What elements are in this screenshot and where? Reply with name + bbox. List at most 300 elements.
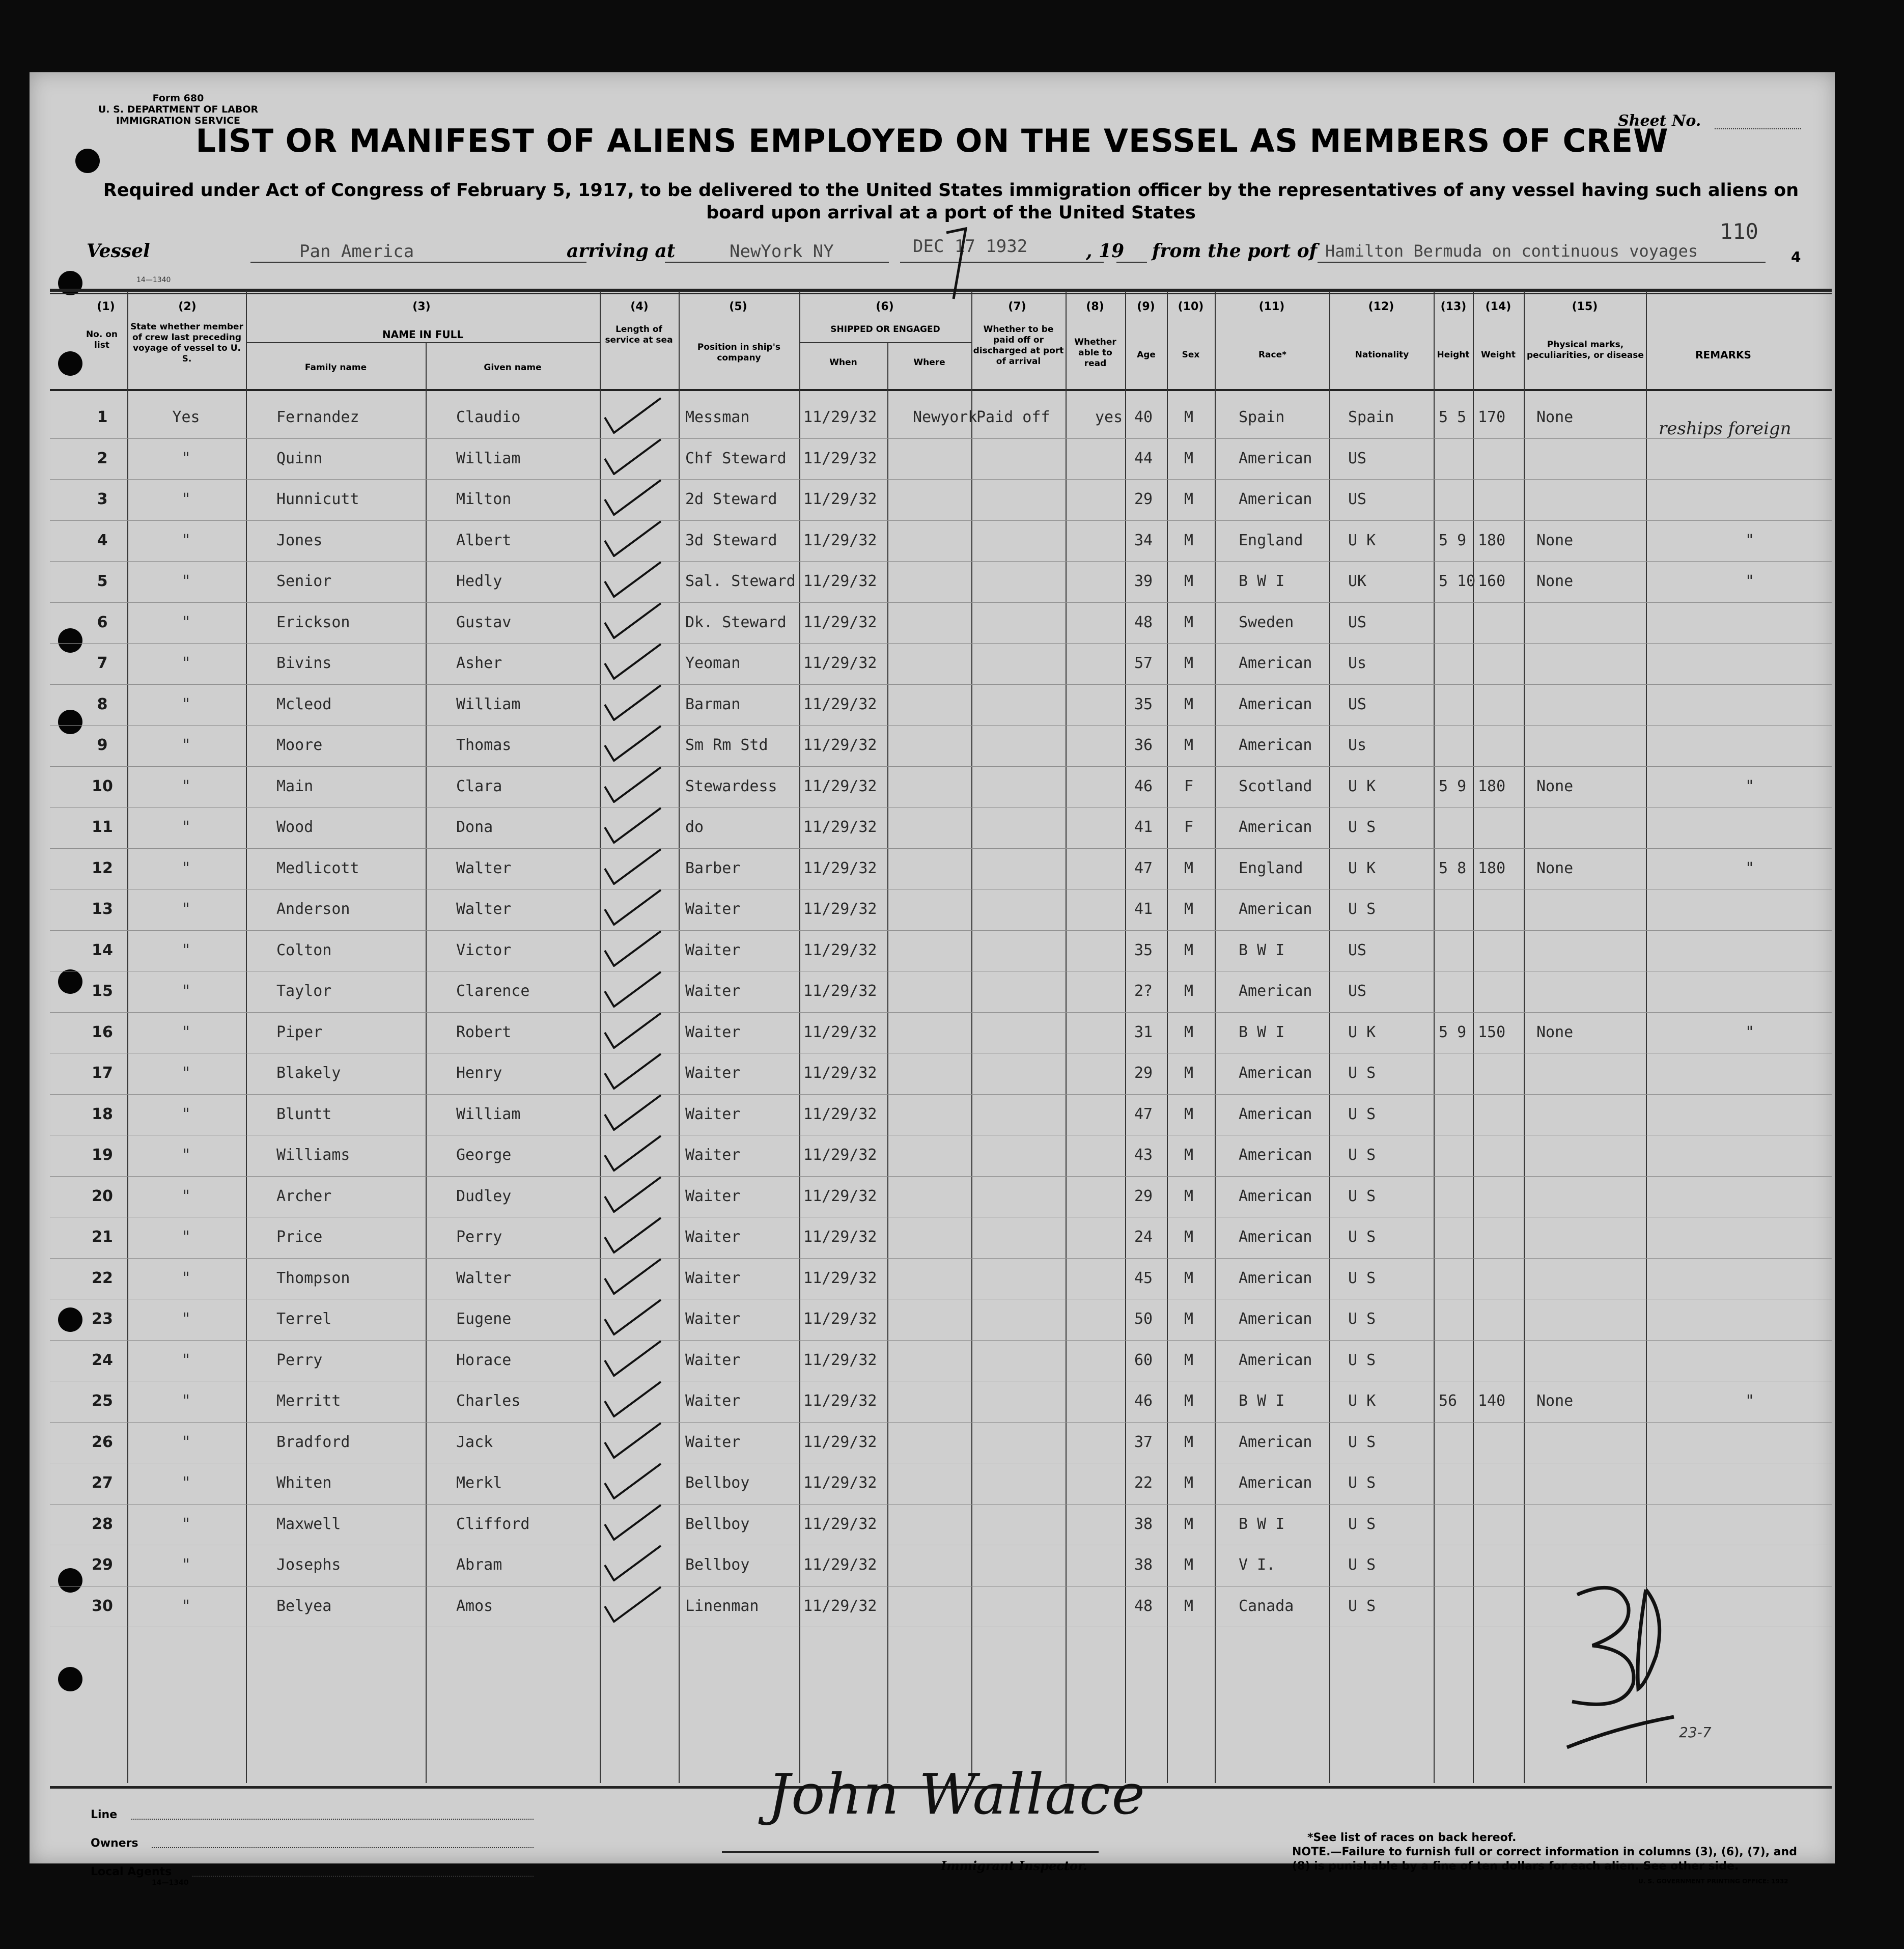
cell-given-name: Milton — [456, 490, 512, 508]
cell-row-number: 20 — [92, 1187, 113, 1205]
cell-sex: M — [1184, 1269, 1194, 1287]
cell-previous-voyage: " — [181, 1474, 191, 1492]
cell-family-name: Williams — [276, 1146, 350, 1164]
cell-nationality: UK — [1348, 572, 1367, 590]
header-no-on-list: No. on list — [86, 329, 118, 350]
cell-position: Waiter — [685, 1064, 741, 1082]
cell-given-name: Henry — [456, 1064, 502, 1082]
cell-given-name: Gustav — [456, 613, 512, 631]
cell-position: Chf Steward — [685, 449, 787, 467]
cell-row-number: 28 — [92, 1515, 113, 1533]
cell-nationality: U S — [1348, 1187, 1376, 1205]
cell-row-number: 22 — [92, 1269, 113, 1287]
cell-race: American — [1239, 449, 1312, 467]
checkmark-icon — [590, 1459, 666, 1499]
cell-race: American — [1239, 982, 1312, 1000]
vessel-label: Vessel — [87, 240, 150, 262]
cell-given-name: William — [456, 449, 521, 467]
arriving-label: arriving at — [567, 240, 676, 262]
cell-given-name: Amos — [456, 1597, 493, 1615]
checkmark-icon — [590, 967, 666, 1008]
cell-previous-voyage: " — [181, 1228, 191, 1246]
row-divider — [50, 684, 1832, 685]
cell-nationality: U S — [1348, 1556, 1376, 1574]
cell-physical-marks: None — [1536, 1392, 1574, 1410]
cell-shipped-when: 11/29/32 — [803, 1556, 877, 1574]
departure-port-line — [1318, 262, 1766, 263]
column-number: (8) — [1086, 300, 1104, 313]
cell-given-name: Victor — [456, 941, 512, 959]
cell-given-name: Walter — [456, 900, 512, 918]
cell-age: 24 — [1134, 1228, 1153, 1246]
row-divider — [50, 520, 1832, 521]
cell-previous-voyage: " — [181, 1597, 191, 1615]
cell-sex: M — [1184, 572, 1194, 590]
races-note: *See list of races on back hereof. — [1307, 1831, 1517, 1844]
column-number: (2) — [178, 300, 197, 313]
cell-previous-voyage: " — [181, 859, 191, 877]
cell-previous-voyage: " — [181, 695, 191, 713]
cell-family-name: Main — [276, 777, 314, 795]
cell-row-number: 19 — [92, 1146, 113, 1164]
arrival-port[interactable]: NewYork NY — [730, 241, 834, 262]
cell-row-number: 14 — [92, 941, 113, 959]
cell-shipped-when: 11/29/32 — [803, 1351, 877, 1369]
cell-age: 31 — [1134, 1023, 1153, 1041]
cell-shipped-when: 11/29/32 — [803, 736, 877, 754]
arrival-port-line — [665, 262, 889, 263]
local-agents-field[interactable] — [192, 1876, 534, 1877]
cell-physical-marks: None — [1536, 777, 1574, 795]
cell-previous-voyage: " — [181, 1392, 191, 1410]
cell-given-name: Eugene — [456, 1310, 512, 1328]
cell-previous-voyage: " — [181, 613, 191, 631]
cell-family-name: Senior — [276, 572, 332, 590]
cell-age: 36 — [1134, 736, 1153, 754]
cell-nationality: U K — [1348, 859, 1376, 877]
year-label: , 19 — [1086, 240, 1125, 262]
cell-family-name: Colton — [276, 941, 332, 959]
cell-previous-voyage: " — [181, 1105, 191, 1123]
cell-given-name: George — [456, 1146, 512, 1164]
cell-shipped-when: 11/29/32 — [803, 1474, 877, 1492]
row-divider — [50, 1176, 1832, 1177]
header-remarks: REMARKS — [1695, 349, 1751, 361]
cell-nationality: U K — [1348, 777, 1376, 795]
cell-physical-marks: None — [1536, 1023, 1574, 1041]
cell-shipped-when: 11/29/32 — [803, 941, 877, 959]
cell-given-name: Walter — [456, 859, 512, 877]
cell-age: 48 — [1134, 613, 1153, 631]
date-handwriting-mark — [943, 222, 969, 304]
cell-race: V I. — [1239, 1556, 1276, 1574]
header-bottom-rule — [50, 389, 1832, 391]
cell-sex: M — [1184, 982, 1194, 1000]
header-race: Race* — [1258, 350, 1287, 360]
cell-row-number: 8 — [97, 695, 108, 713]
cell-shipped-when: 11/29/32 — [803, 408, 877, 426]
cell-physical-marks: None — [1536, 859, 1574, 877]
cell-age: 57 — [1134, 654, 1153, 672]
form-number: Form 680 — [152, 93, 204, 104]
cell-weight: 140 — [1478, 1392, 1506, 1410]
vessel-name[interactable]: Pan America — [299, 241, 414, 262]
checkmark-icon — [590, 1336, 666, 1377]
cell-age: 47 — [1134, 859, 1153, 877]
form-identifier — [87, 93, 270, 126]
cell-shipped-when: 11/29/32 — [803, 1392, 877, 1410]
column-number: (13) — [1440, 300, 1467, 313]
header-paid-off: Whether to be paid off or discharged at port of arrival — [973, 324, 1064, 367]
cell-weight: 170 — [1478, 408, 1506, 426]
checkmark-icon — [590, 844, 666, 885]
arrival-date-line — [900, 262, 1104, 263]
cell-family-name: Medlicott — [276, 859, 359, 877]
cell-sex: M — [1184, 1433, 1194, 1451]
cell-position: Waiter — [685, 1105, 741, 1123]
cell-position: Sm Rm Std — [685, 736, 768, 754]
cell-race: American — [1239, 818, 1312, 836]
header-when: When — [829, 357, 857, 368]
cell-race: B W I — [1239, 941, 1285, 959]
cell-position: Waiter — [685, 1392, 741, 1410]
cell-previous-voyage: " — [181, 818, 191, 836]
cell-remarks: " — [1745, 1392, 1755, 1410]
cell-row-number: 17 — [92, 1064, 113, 1082]
cell-position: Yeoman — [685, 654, 741, 672]
cell-given-name: Clarence — [456, 982, 530, 1000]
cell-row-number: 18 — [92, 1105, 113, 1123]
cell-family-name: Hunnicutt — [276, 490, 359, 508]
cell-weight: 180 — [1478, 777, 1506, 795]
cell-race: American — [1239, 1269, 1312, 1287]
cell-previous-voyage: " — [181, 1310, 191, 1328]
cell-race: American — [1239, 736, 1312, 754]
cell-physical-marks: None — [1536, 408, 1574, 426]
checkmark-icon — [590, 926, 666, 967]
cell-nationality: U S — [1348, 1105, 1376, 1123]
cell-previous-voyage: " — [181, 736, 191, 754]
cell-previous-voyage: " — [181, 900, 191, 918]
cell-age: 29 — [1134, 1187, 1153, 1205]
header-position: Position in ship's company — [697, 342, 781, 363]
cell-able-to-read: yes — [1095, 408, 1123, 426]
cell-nationality: US — [1348, 449, 1367, 467]
column-divider — [1473, 291, 1474, 1783]
cell-race: American — [1239, 1146, 1312, 1164]
column-divider — [679, 291, 680, 1783]
total-annotation — [1557, 1574, 1679, 1758]
cell-row-number: 27 — [92, 1474, 113, 1492]
cell-shipped-when: 11/29/32 — [803, 449, 877, 467]
cell-remarks: " — [1745, 859, 1755, 877]
cell-position: Waiter — [685, 900, 741, 918]
cell-age: 39 — [1134, 572, 1153, 590]
cell-race: American — [1239, 1187, 1312, 1205]
cell-nationality: US — [1348, 490, 1367, 508]
cell-nationality: Us — [1348, 736, 1367, 754]
column-number: (11) — [1258, 300, 1285, 313]
cell-previous-voyage: " — [181, 1556, 191, 1574]
cell-nationality: U S — [1348, 1351, 1376, 1369]
cell-row-number: 23 — [92, 1310, 113, 1328]
cell-physical-marks: None — [1536, 531, 1574, 549]
cell-position: Waiter — [685, 1023, 741, 1041]
cell-race: American — [1239, 1064, 1312, 1082]
printing-office: U. S. GOVERNMENT PRINTING OFFICE: 1932 — [1638, 1878, 1788, 1885]
column-divider — [1329, 291, 1330, 1783]
checkmark-icon — [590, 1582, 666, 1623]
cell-race: American — [1239, 695, 1312, 713]
cell-age: 38 — [1134, 1515, 1153, 1533]
cell-position: Waiter — [685, 1351, 741, 1369]
cell-age: 46 — [1134, 1392, 1153, 1410]
cell-weight: 180 — [1478, 859, 1506, 877]
cell-age: 37 — [1134, 1433, 1153, 1451]
cell-nationality: U S — [1348, 1269, 1376, 1287]
checkmark-icon — [590, 680, 666, 721]
cell-given-name: Jack — [456, 1433, 493, 1451]
cell-previous-voyage: " — [181, 1146, 191, 1164]
cell-race: American — [1239, 654, 1312, 672]
cell-nationality: US — [1348, 941, 1367, 959]
binder-hole — [58, 628, 82, 653]
footer-notes — [1292, 1831, 1801, 1874]
manifest-sheet — [30, 72, 1835, 1887]
cell-family-name: Belyea — [276, 1597, 332, 1615]
table-top-rule-thin — [50, 293, 1832, 294]
remarks-handwriting: reships foreign — [1659, 419, 1791, 439]
cell-age: 45 — [1134, 1269, 1153, 1287]
row-divider — [50, 1504, 1832, 1505]
checkmark-icon — [590, 762, 666, 803]
cell-race: American — [1239, 1105, 1312, 1123]
cell-shipped-when: 11/29/32 — [803, 1023, 877, 1041]
header-able-to-read: Whether able to read — [1074, 337, 1116, 369]
cell-shipped-when: 11/29/32 — [803, 982, 877, 1000]
header-given-name: Given name — [484, 363, 542, 373]
checkmark-icon — [590, 1418, 666, 1459]
checkmark-icon — [590, 393, 666, 434]
row-divider — [50, 766, 1832, 767]
inspector-signature: John Wallace — [768, 1762, 1146, 1827]
checkmark-icon — [590, 1500, 666, 1541]
cell-position: Stewardess — [685, 777, 777, 795]
header-previous-voyage: State whether member of crew last preceding voyage of vessel to U. S. — [130, 322, 243, 364]
cell-given-name: Clifford — [456, 1515, 530, 1533]
cell-position: Bellboy — [685, 1515, 750, 1533]
cell-sex: M — [1184, 941, 1194, 959]
cell-given-name: William — [456, 695, 521, 713]
cell-family-name: Bluntt — [276, 1105, 332, 1123]
cell-given-name: Claudio — [456, 408, 521, 426]
cell-sex: M — [1184, 1187, 1194, 1205]
cell-previous-voyage: " — [181, 1187, 191, 1205]
cell-race: American — [1239, 1351, 1312, 1369]
cell-nationality: US — [1348, 982, 1367, 1000]
cell-previous-voyage: " — [181, 982, 191, 1000]
cell-sex: M — [1184, 654, 1194, 672]
cell-position: Waiter — [685, 1433, 741, 1451]
column-number: (4) — [630, 300, 649, 313]
cell-shipped-when: 11/29/32 — [803, 1105, 877, 1123]
checkmark-icon — [590, 1131, 666, 1172]
row-divider — [50, 1094, 1832, 1095]
cell-given-name: Horace — [456, 1351, 512, 1369]
cell-age: 47 — [1134, 1105, 1153, 1123]
column-number: (15) — [1572, 300, 1598, 313]
checkmark-icon — [590, 434, 666, 475]
cell-race: England — [1239, 531, 1303, 549]
cell-sex: M — [1184, 1064, 1194, 1082]
cell-nationality: U S — [1348, 1597, 1376, 1615]
cell-weight: 150 — [1478, 1023, 1506, 1041]
cell-family-name: Wood — [276, 818, 314, 836]
departure-port[interactable]: Hamilton Bermuda on continuous voyages — [1325, 241, 1698, 261]
row-divider — [50, 725, 1832, 726]
cell-age: 41 — [1134, 900, 1153, 918]
cell-height: 5 9 — [1439, 1023, 1467, 1041]
cell-position: 2d Steward — [685, 490, 777, 508]
cell-shipped-when: 11/29/32 — [803, 1064, 877, 1082]
cell-shipped-when: 11/29/32 — [803, 1269, 877, 1287]
cell-sex: M — [1184, 1105, 1194, 1123]
binder-hole — [58, 1307, 82, 1332]
cell-sex: M — [1184, 1351, 1194, 1369]
cell-row-number: 1 — [97, 408, 108, 426]
cell-nationality: US — [1348, 695, 1367, 713]
cell-previous-voyage: " — [181, 1023, 191, 1041]
cell-row-number: 4 — [97, 531, 108, 549]
cell-age: 43 — [1134, 1146, 1153, 1164]
column-number: (6) — [876, 300, 894, 313]
header-sex: Sex — [1182, 350, 1200, 360]
checkmark-icon — [590, 1377, 666, 1417]
column-divider — [971, 291, 972, 1783]
cell-shipped-when: 11/29/32 — [803, 1597, 877, 1615]
cell-nationality: U S — [1348, 818, 1376, 836]
owners-field[interactable] — [152, 1847, 534, 1848]
cell-family-name: Price — [276, 1228, 323, 1246]
checkmark-icon — [590, 1541, 666, 1581]
column-divider — [799, 291, 800, 1783]
cell-sex: M — [1184, 859, 1194, 877]
cell-family-name: Jones — [276, 531, 323, 549]
cell-race: B W I — [1239, 572, 1285, 590]
checkmark-icon — [590, 1172, 666, 1213]
cell-nationality: U S — [1348, 1433, 1376, 1451]
service-name: IMMIGRATION SERVICE — [116, 115, 241, 126]
row-divider — [50, 848, 1832, 849]
cell-age: 29 — [1134, 490, 1153, 508]
column-number: (10) — [1178, 300, 1204, 313]
cell-shipped-when: 11/29/32 — [803, 859, 877, 877]
column-number: (5) — [729, 300, 747, 313]
header-weight: Weight — [1481, 350, 1516, 360]
cell-row-number: 13 — [92, 900, 113, 918]
column-divider — [1066, 291, 1067, 1783]
cell-family-name: Erickson — [276, 613, 350, 631]
cell-position: 3d Steward — [685, 531, 777, 549]
cell-family-name: Josephs — [276, 1556, 341, 1574]
row-divider — [50, 561, 1832, 562]
cell-family-name: Whiten — [276, 1474, 332, 1492]
cell-family-name: Maxwell — [276, 1515, 341, 1533]
cell-race: B W I — [1239, 1515, 1285, 1533]
cell-sex: M — [1184, 1146, 1194, 1164]
arrival-date[interactable]: DEC 17 1932 — [913, 236, 1028, 257]
line-label: Line — [91, 1808, 118, 1821]
cell-physical-marks: None — [1536, 572, 1574, 590]
cell-shipped-when: 11/29/32 — [803, 572, 877, 590]
line-field[interactable] — [131, 1819, 534, 1820]
cell-given-name: Thomas — [456, 736, 512, 754]
cell-age: 48 — [1134, 1597, 1153, 1615]
corner-number: 4 — [1791, 248, 1801, 265]
cell-previous-voyage: " — [181, 1351, 191, 1369]
cell-family-name: Fernandez — [276, 408, 359, 426]
cell-paid-off: Paid off — [976, 408, 1050, 426]
cell-age: 44 — [1134, 449, 1153, 467]
column-divider — [1215, 291, 1216, 1783]
row-divider — [50, 1422, 1832, 1423]
cell-row-number: 6 — [97, 613, 108, 631]
cell-given-name: Albert — [456, 531, 512, 549]
cell-nationality: U K — [1348, 1023, 1376, 1041]
cell-race: B W I — [1239, 1023, 1285, 1041]
cell-previous-voyage: " — [181, 531, 191, 549]
cell-family-name: Anderson — [276, 900, 350, 918]
header-shipped-engaged: SHIPPED OR ENGAGED — [830, 324, 940, 335]
cell-nationality: U S — [1348, 900, 1376, 918]
cell-age: 34 — [1134, 531, 1153, 549]
column-number: (7) — [1008, 300, 1026, 313]
cell-sex: M — [1184, 408, 1194, 426]
column-number: (14) — [1485, 300, 1511, 313]
year-line — [1116, 262, 1147, 263]
cell-sex: M — [1184, 1392, 1194, 1410]
cell-sex: M — [1184, 613, 1194, 631]
column-number: (1) — [97, 300, 115, 313]
cell-given-name: Hedly — [456, 572, 502, 590]
cell-row-number: 15 — [92, 982, 113, 1000]
cell-shipped-when: 11/29/32 — [803, 531, 877, 549]
column-number: (9) — [1137, 300, 1155, 313]
form-code: 14—1340 — [136, 276, 171, 284]
cell-position: Messman — [685, 408, 750, 426]
cell-position: Linenman — [685, 1597, 759, 1615]
binder-hole — [58, 710, 82, 734]
row-divider — [50, 930, 1832, 931]
cell-row-number: 21 — [92, 1228, 113, 1246]
cell-given-name: Merkl — [456, 1474, 502, 1492]
column-divider — [1646, 291, 1647, 1783]
sheet-number-label: Sheet No. — [1618, 112, 1701, 130]
cell-family-name: Blakely — [276, 1064, 341, 1082]
cell-row-number: 3 — [97, 490, 108, 508]
cell-nationality: Us — [1348, 654, 1367, 672]
cell-remarks: " — [1745, 572, 1755, 590]
row-divider — [50, 1340, 1832, 1341]
cell-shipped-when: 11/29/32 — [803, 1228, 877, 1246]
cell-sex: M — [1184, 531, 1194, 549]
cell-position: Waiter — [685, 1228, 741, 1246]
binder-hole — [58, 351, 82, 376]
checkmark-icon — [590, 721, 666, 762]
cell-given-name: William — [456, 1105, 521, 1123]
checkmark-icon — [590, 639, 666, 680]
cell-sex: M — [1184, 449, 1194, 467]
